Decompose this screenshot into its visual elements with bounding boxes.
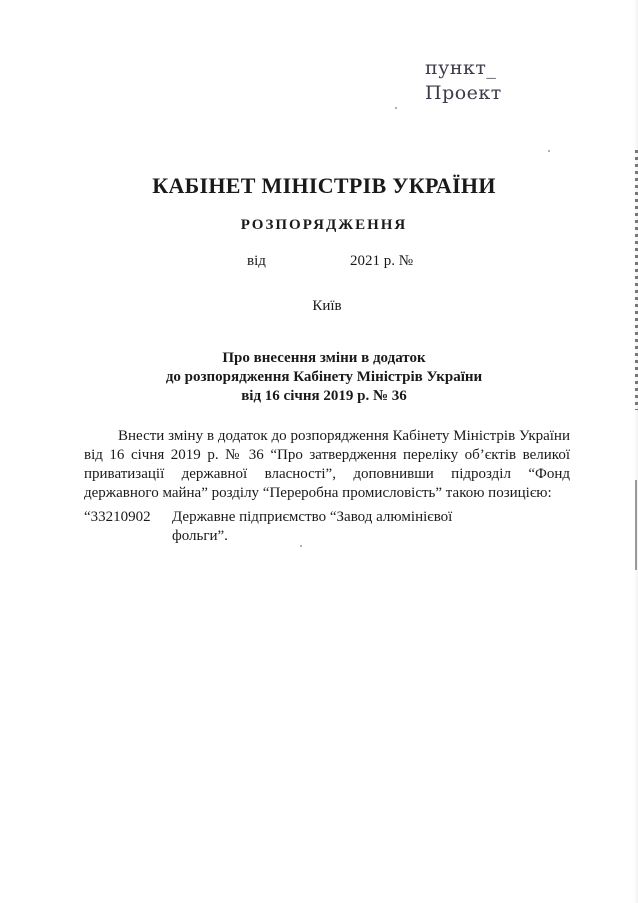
document-subject — [0, 349, 638, 406]
date-year-number: 2021 р. № — [350, 253, 414, 269]
scan-artifact — [635, 480, 637, 570]
body-paragraph: Внести зміну в додаток до розпорядження Кабінету Міністрів України від 16 січня 2019 р. № 36 “Про затвердження переліку об’єктів великої приватизації державної власності”, доповнивши підрозділ “Фонд державного майна” розділу “Переробна промисловість” такою позицією: — [84, 428, 570, 501]
entry-name: Державне підприємство “Завод алюмінієвої фольги”. — [172, 509, 453, 544]
scan-edge — [634, 0, 638, 903]
date-prefix: від — [247, 253, 266, 269]
scan-speck — [548, 150, 550, 152]
subject-line: Про внесення зміни в додаток — [222, 350, 426, 366]
draft-stamp — [425, 56, 515, 106]
scan-speck — [300, 545, 302, 547]
document-type: РОЗПОРЯДЖЕННЯ — [240, 217, 408, 233]
subject-line: до розпорядження Кабінету Міністрів України — [165, 369, 483, 385]
body-text — [84, 427, 570, 503]
scan-speck — [395, 107, 397, 109]
subject-line: від 16 січня 2019 р. № 36 — [241, 388, 407, 404]
stamp-draft-label: Проект — [425, 82, 502, 104]
stamp-item-label: пункт_ — [425, 57, 497, 79]
government-title: КАБІНЕТ МІНІСТРІВ УКРАЇНИ — [152, 173, 496, 198]
city: Київ — [312, 298, 342, 314]
entry-code: “33210902 — [84, 509, 151, 525]
